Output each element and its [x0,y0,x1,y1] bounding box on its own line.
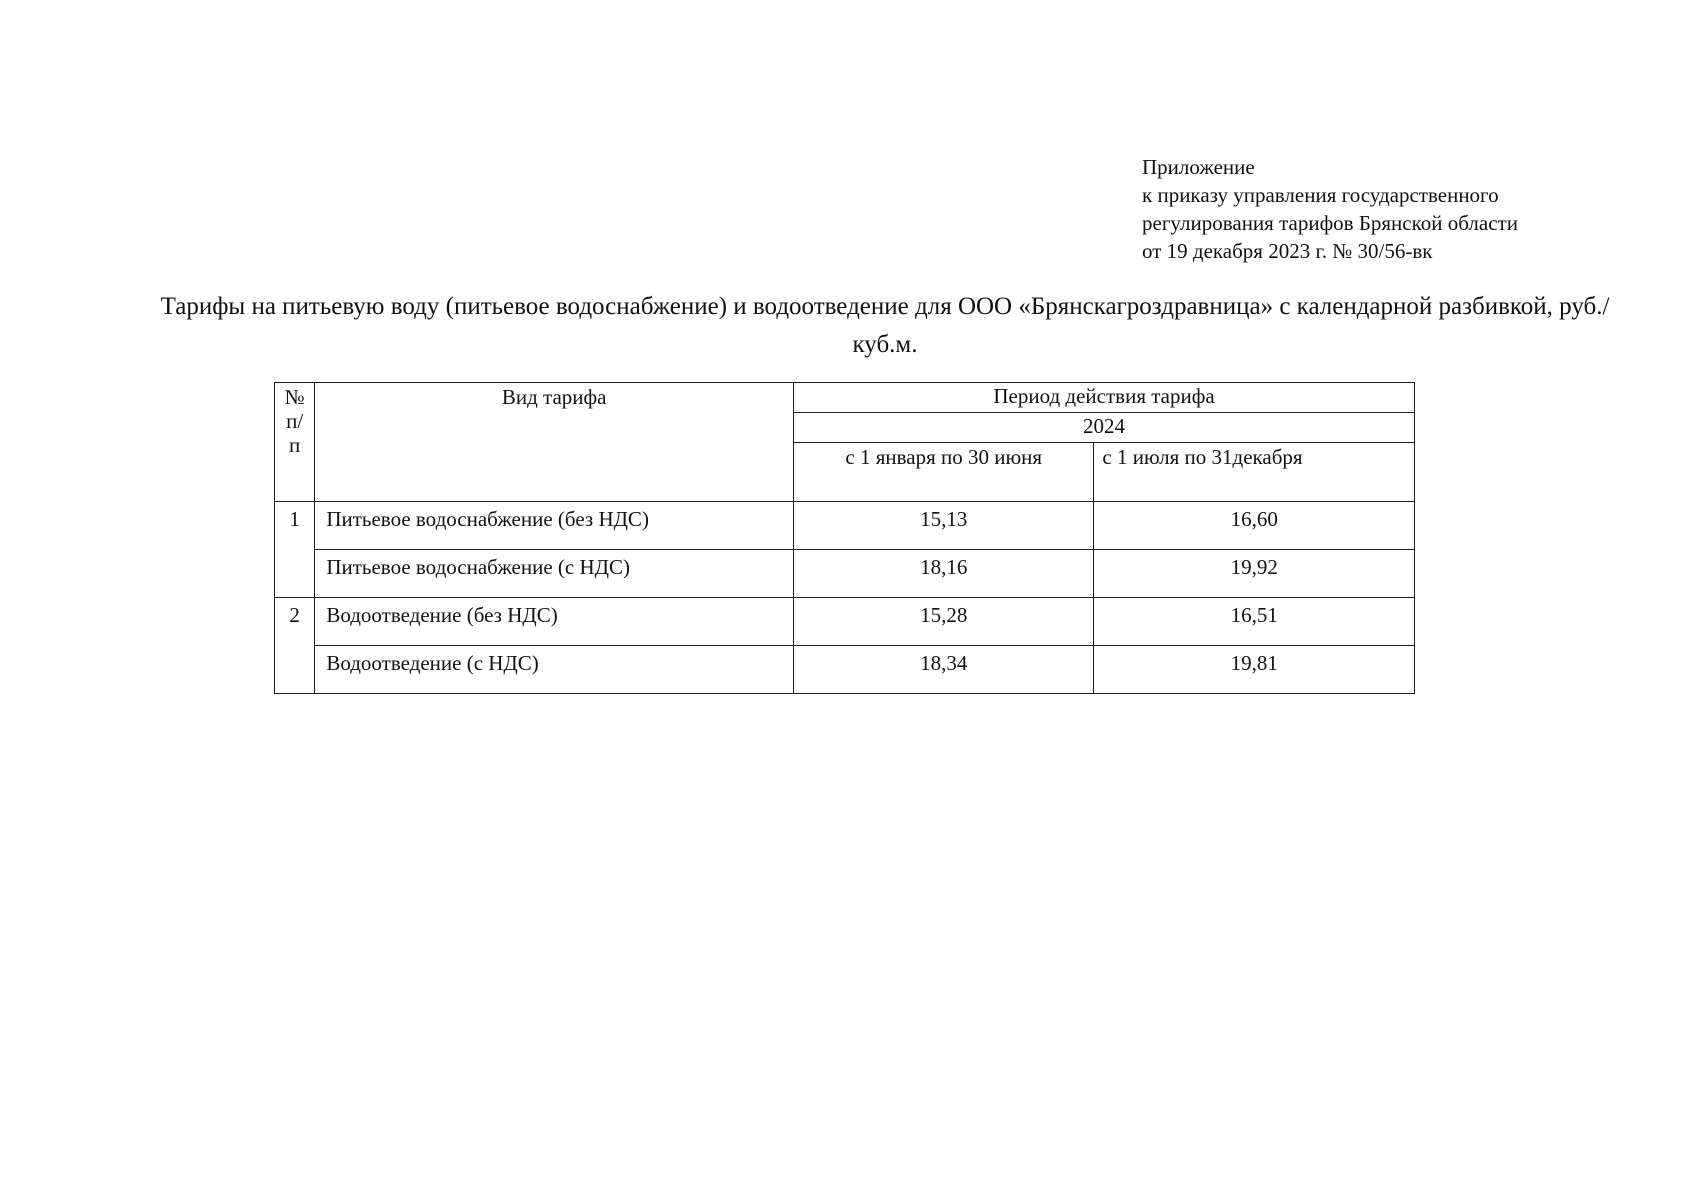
table-row [275,502,1415,550]
header-tariff-type: Вид тарифа [315,383,794,502]
tariff-table [274,382,1415,694]
row-value-period-2: 16,60 [1094,502,1415,550]
row-value-period-2: 19,92 [1094,550,1415,598]
appendix-line-1: Приложение [1142,155,1255,179]
row-value-period-1: 18,34 [794,646,1094,694]
header-number-cell [275,383,315,502]
row-value-period-1: 15,13 [794,502,1094,550]
header-period-2: с 1 июля по 31декабря [1094,443,1415,502]
table-row [275,550,1415,598]
row-value-period-2: 16,51 [1094,598,1415,646]
appendix-block [1142,153,1518,265]
row-number: 1 [275,502,315,598]
table-header-row [275,383,1415,413]
row-number: 2 [275,598,315,694]
appendix-line-4: от 19 декабря 2023 г. № 30/56-вк [1142,239,1433,263]
row-tariff-type: Водоотведение (без НДС) [315,598,794,646]
row-value-period-1: 18,16 [794,550,1094,598]
table-row [275,646,1415,694]
row-tariff-type: Питьевое водоснабжение (с НДС) [315,550,794,598]
appendix-line-2: к приказу управления государственного [1142,183,1499,207]
header-number-symbol: № [284,385,305,409]
appendix-line-3: регулирования тарифов Брянской области [1142,211,1518,235]
table-row [275,598,1415,646]
row-value-period-1: 15,28 [794,598,1094,646]
row-tariff-type: Питьевое водоснабжение (без НДС) [315,502,794,550]
header-number-label: п/п [286,409,304,457]
row-value-period-2: 19,81 [1094,646,1415,694]
header-year: 2024 [794,413,1415,443]
header-period-1: с 1 января по 30 июня [794,443,1094,502]
row-tariff-type: Водоотведение (с НДС) [315,646,794,694]
document-title: Тарифы на питьевую воду (питьевое водоснабжение) и водоотведение для ООО «Брянскагроздравница» с календарной разбивкой, руб./куб.м. [160,293,1610,358]
header-period: Период действия тарифа [794,383,1415,413]
